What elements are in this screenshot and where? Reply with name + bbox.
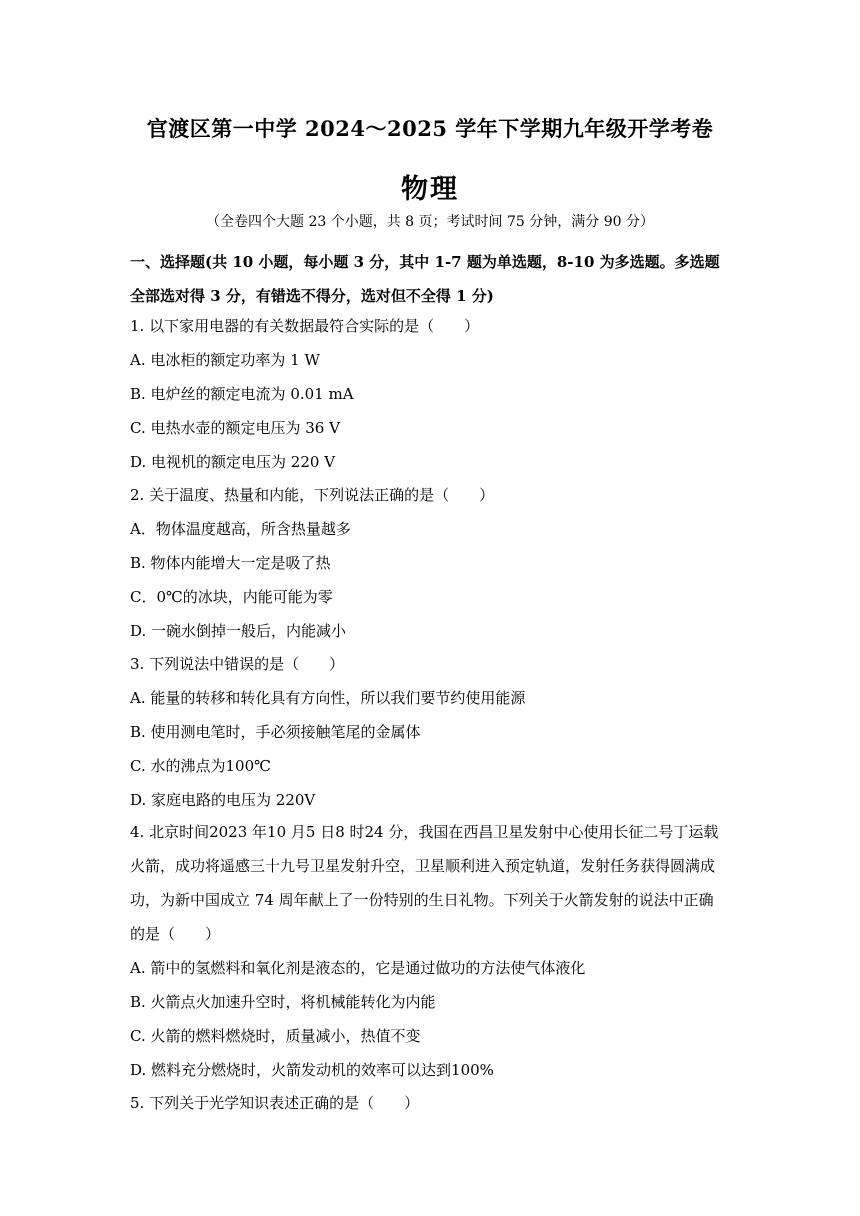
question-5-stem: 5. 下列关于光学知识表述正确的是（ ） <box>130 1094 420 1112</box>
section-heading-line: 全部选对得 3 分，有错选不得分，选对但不全得 1 分) <box>130 287 494 305</box>
question-1-option-a: A. 电冰柜的额定功率为 1 W <box>130 351 320 369</box>
question-3-stem: 3. 下列说法中错误的是（ ） <box>130 655 345 673</box>
question-3-option-d: D. 家庭电路的电压为 220V <box>130 791 316 809</box>
exam-title: 官渡区第一中学 2024～2025 学年下学期九年级开学考卷 <box>146 116 714 141</box>
question-3-option-b: B. 使用测电笔时，手必须接触笔尾的金属体 <box>130 723 421 741</box>
question-1-option-b: B. 电炉丝的额定电流为 0.01 mA <box>130 385 354 403</box>
question-2-option-c: C．0℃的冰块，内能可能为零 <box>130 588 333 606</box>
question-3-option-a: A. 能量的转移和转化具有方向性，所以我们要节约使用能源 <box>130 689 526 707</box>
question-4-option-c: C. 火箭的燃料燃烧时，质量减小，热值不变 <box>130 1027 421 1045</box>
question-4-stem-line: 的是（ ） <box>130 925 221 943</box>
question-2-option-b: B. 物体内能增大一定是吸了热 <box>130 554 331 572</box>
question-2-option-d: D. 一碗水倒掉一般后，内能减小 <box>130 622 347 640</box>
exam-subject: 物理 <box>401 174 459 205</box>
question-4-stem-line: 4. 北京时间2023 年10 月5 日8 时24 分，我国在西昌卫星发射中心使用长征二号丁运载 <box>130 823 719 841</box>
question-4-option-a: A. 箭中的氢燃料和氧化剂是液态的，它是通过做功的方法使气体液化 <box>130 959 586 977</box>
question-4-option-d: D. 燃料充分燃烧时，火箭发动机的效率可以达到100% <box>130 1061 494 1079</box>
question-4-option-b: B. 火箭点火加速升空时，将机械能转化为内能 <box>130 993 436 1011</box>
exam-note: （全卷四个大题 23 个小题，共 8 页；考试时间 75 分钟，满分 90 分） <box>206 214 654 230</box>
question-4-stem-line: 火箭，成功将遥感三十九号卫星发射升空，卫星顺利进入预定轨道，发射任务获得圆满成 <box>130 857 716 875</box>
question-1-stem: 1. 以下家用电器的有关数据最符合实际的是（ ） <box>130 317 480 335</box>
section-heading <box>130 245 730 313</box>
question-4-stem-line: 功，为新中国成立 74 周年献上了一份特别的生日礼物。下列关于火箭发射的说法中正确 <box>130 891 714 909</box>
section-heading-line: 一、选择题(共 10 小题，每小题 3 分，其中 1-7 题为单选题，8-10 为多选题。多选题 <box>130 253 720 271</box>
question-1-option-d: D. 电视机的额定电压为 220 V <box>130 453 336 471</box>
question-2-option-a: A．物体温度越高，所含热量越多 <box>130 520 351 538</box>
question-3-option-c: C. 水的沸点为100℃ <box>130 757 271 775</box>
question-1-option-c: C. 电热水壶的额定电压为 36 V <box>130 419 340 437</box>
question-2-stem: 2. 关于温度、热量和内能，下列说法正确的是（ ） <box>130 486 495 504</box>
